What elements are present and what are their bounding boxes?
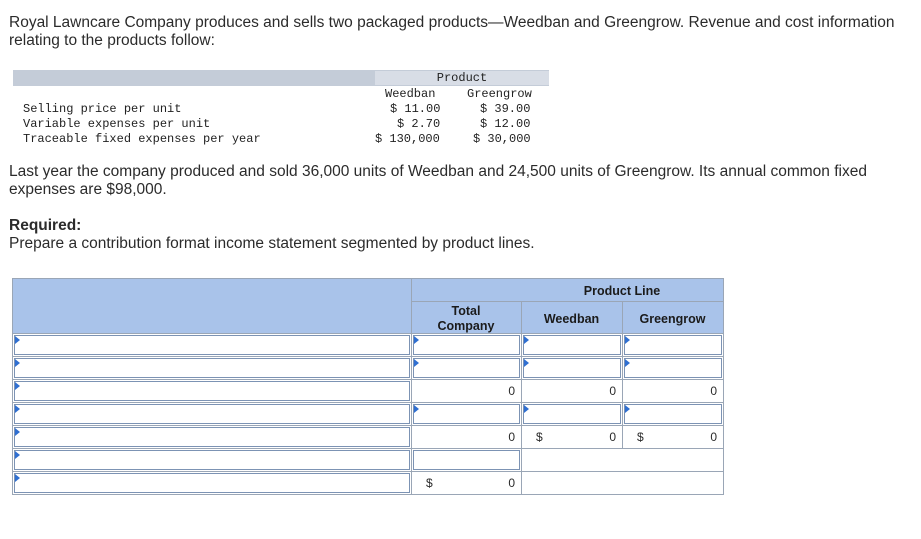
- weedban-input[interactable]: [523, 358, 621, 378]
- required-heading: Required:: [9, 217, 82, 234]
- total-computed: 0: [412, 426, 521, 448]
- greengrow-input[interactable]: [624, 404, 722, 424]
- last-year-info: Last year the company produced and sold 36,000 units of Weedban and 24,500 units of Greengrow. Its annual common fixed expenses are $98,000.: [9, 163, 867, 198]
- info-row-weedban: $ 11.00: [390, 102, 441, 116]
- line-item-input[interactable]: [14, 473, 410, 493]
- greengrow-input[interactable]: [624, 358, 722, 378]
- product-info-table: [13, 70, 549, 150]
- info-row-label: Traceable fixed expenses per year: [23, 132, 261, 146]
- line-item-input[interactable]: [14, 358, 410, 378]
- weedban-input[interactable]: [523, 404, 621, 424]
- info-row-weedban: $ 2.70: [397, 117, 441, 131]
- greengrow-computed: 0: [623, 380, 723, 402]
- info-col-weedban: Weedban: [385, 87, 436, 101]
- empty-cell: [522, 472, 723, 494]
- info-row-weedban: $ 130,000: [375, 132, 440, 146]
- weedban-computed: 0: [522, 380, 622, 402]
- info-row-label: Selling price per unit: [23, 102, 182, 116]
- greengrow-header: Greengrow: [639, 312, 706, 326]
- total-input[interactable]: [413, 358, 520, 378]
- empty-cell: [522, 449, 723, 471]
- line-item-input[interactable]: [14, 450, 410, 470]
- greengrow-computed: $ 0: [623, 426, 723, 448]
- weedban-input[interactable]: [523, 335, 621, 355]
- income-statement-grid: [12, 278, 724, 495]
- dollar-sign: $: [637, 430, 644, 444]
- product-line-header: Product Line: [583, 284, 661, 298]
- info-row-label: Variable expenses per unit: [23, 117, 211, 131]
- total-input[interactable]: [413, 404, 520, 424]
- line-item-input[interactable]: [14, 427, 410, 447]
- total-input[interactable]: [413, 450, 520, 470]
- total-computed: $ 0: [412, 472, 521, 494]
- required-text: Prepare a contribution format income statement segmented by product lines.: [9, 235, 535, 252]
- info-row-greengrow: $ 39.00: [480, 102, 531, 116]
- line-item-input[interactable]: [14, 381, 410, 401]
- total-company-header: Total Company: [437, 304, 495, 333]
- info-col-greengrow: Greengrow: [467, 87, 532, 101]
- dollar-sign: $: [426, 476, 433, 490]
- total-computed: 0: [412, 380, 521, 402]
- weedban-header: Weedban: [543, 312, 600, 326]
- info-product-header: Product: [375, 71, 549, 85]
- weedban-computed: $ 0: [522, 426, 622, 448]
- label-column-header: [13, 279, 411, 333]
- line-item-input[interactable]: [14, 404, 410, 424]
- greengrow-input[interactable]: [624, 335, 722, 355]
- info-row-greengrow: $ 30,000: [473, 132, 531, 146]
- total-input[interactable]: [413, 335, 520, 355]
- problem-intro: Royal Lawncare Company produces and sells two packaged products—Weedban and Greengrow. Revenue and cost information relating to the products follow:: [9, 14, 895, 49]
- info-row-greengrow: $ 12.00: [480, 117, 531, 131]
- dollar-sign: $: [536, 430, 543, 444]
- line-item-input[interactable]: [14, 335, 410, 355]
